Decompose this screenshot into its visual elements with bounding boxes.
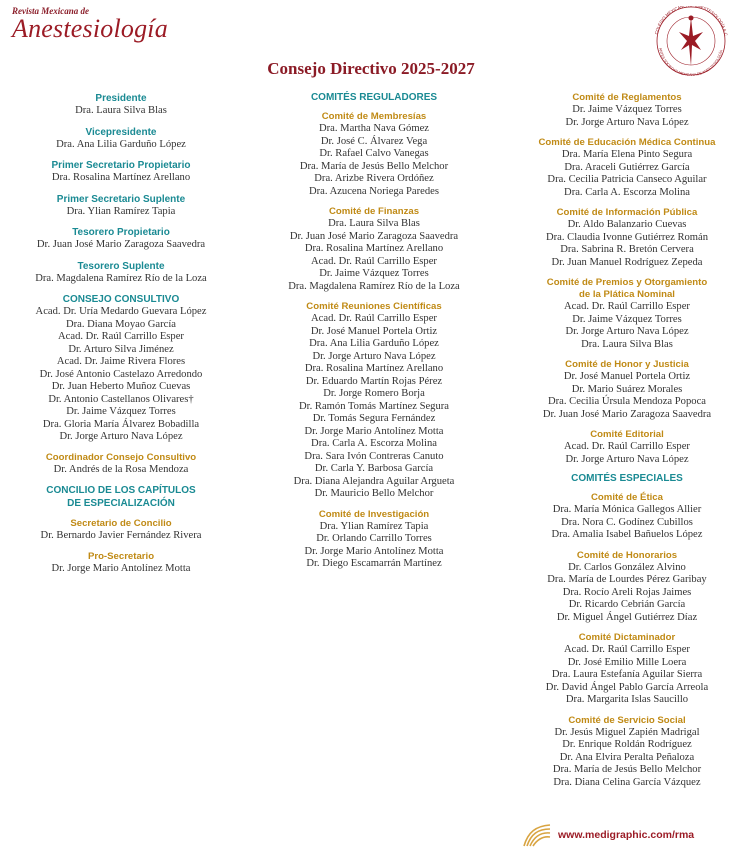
section [514, 207, 740, 269]
member-name: Dr. Ana Elvira Peralta Peñaloza [559, 751, 695, 763]
member-name: Acad. Dr. Raúl Carrillo Esper [564, 644, 690, 655]
member-name: Dra. María Mónica Gallegos Allier [552, 504, 702, 515]
member-name: Dr. Aldo Balanzario Cuevas [567, 219, 687, 230]
member-name: Acad. Dr. Raúl Carrillo Esper [564, 441, 690, 452]
member-name: Dr. Jaime Vázquez Torres [319, 268, 429, 279]
member-name: Dra. Laura Silva Blas [75, 105, 167, 116]
member-name: Dr. Juan José Mario Zaragoza Saavedra [36, 239, 206, 250]
section-title: Comité de Servicio Social [568, 714, 686, 726]
member-name: Dra. Claudia Ivonne Gutiérrez Román [545, 231, 709, 243]
member-name: Dr. Ramón Tomás Martínez Segura [299, 400, 449, 412]
member-name: Dr. Juan José Mario Zaragoza Saavedra [542, 408, 712, 420]
section [514, 550, 740, 625]
member-name: Dra. Nora C. Godínez Cubillos [561, 516, 693, 528]
section-title: Comité de Educación Médica Continua [538, 137, 716, 148]
member-name: Dr. Jorge Mario Antolínez Motta [51, 562, 191, 574]
regulatory-committees-header: COMITÉS REGULADORES [310, 92, 438, 103]
member-name: Acad. Dr. Uría Medardo Guevara López [35, 306, 207, 317]
section [14, 452, 228, 477]
member-name: Dr. Jorge Arturo Nava López [312, 350, 436, 362]
section-title: de la Plática Nominal [579, 289, 675, 300]
member-name: Dr. Juan Manuel Rodríguez Zepeda [551, 256, 703, 268]
section [514, 137, 740, 199]
section-title: Pro-Secretario [87, 550, 155, 562]
column-committees [514, 92, 740, 789]
member-name: Dr. Andrés de la Rosa Mendoza [53, 463, 189, 475]
journal-subtitle: Revista Mexicana de [12, 6, 89, 16]
member-name: Acad. Dr. Jaime Rivera Flores [56, 356, 186, 367]
member-name: Dr. José Antonio Castelazo Arredondo [39, 368, 203, 380]
member-name: Dr. Enrique Roldán Rodríguez [562, 739, 692, 750]
section-title: Comité de Información Pública [556, 207, 698, 218]
member-name: Dra. Sabrina R. Bretón Cervera [560, 244, 694, 255]
member-name: Dr. Mauricio Bello Melchor [314, 488, 434, 499]
special-committees-header: COMITÉS ESPECIALES [571, 473, 683, 484]
page-title: Consejo Directivo 2025-2027 [267, 59, 475, 78]
member-name: Dr. Juan José Mario Zaragoza Saavedra [289, 230, 459, 242]
member-name: Dr. Jorge Arturo Nava López [565, 116, 689, 128]
member-name: Dr. Jaime Vázquez Torres [572, 313, 682, 325]
member-name: Dra. Carla A. Escorza Molina [564, 186, 690, 198]
section-title: Secretario de Concilio [70, 518, 172, 529]
section [14, 126, 228, 152]
section [14, 484, 228, 510]
member-name: Dr. José C. Álvarez Vega [320, 135, 428, 147]
member-name: Dra. Rosalina Martínez Arellano [51, 172, 191, 183]
member-name: Dra. Ylian Ramírez Tapia [66, 205, 176, 217]
section-title: Comité de Honorarios [576, 549, 678, 561]
member-name: Dra. Amalia Isabel Bañuelos López [551, 529, 703, 540]
member-name: Dra. Rocío Areli Rojas Jaimes [562, 586, 692, 598]
member-name: Dr. Arturo Silva Jiménez [68, 343, 174, 355]
member-name: Dra. Laura Silva Blas [581, 338, 673, 350]
member-name: Dra. Cecilia Úrsula Mendoza Popoca [548, 396, 706, 407]
medigraphic-logo-icon [522, 822, 552, 848]
section [262, 111, 486, 198]
member-name: Dra. Ana Lilia Garduño López [56, 138, 186, 150]
section [514, 359, 740, 421]
section-title: Comité de Honor y Justicia [565, 359, 689, 370]
member-name: Dra. Arizbe Rivera Ordóñez [314, 173, 434, 184]
member-name: Dra. Rosalina Martínez Arellano [304, 363, 444, 374]
member-name: Dra. María de Jesús Bello Melchor [552, 764, 702, 775]
section-title: Comité de Reglamentos [572, 92, 682, 103]
member-name: Dr. Jorge Mario Antolínez Motta [304, 425, 444, 437]
section [14, 92, 228, 118]
section-title: DE ESPECIALIZACIÓN [67, 498, 175, 509]
member-name: Dr. Juan Heberto Muñoz Cuevas [51, 381, 191, 392]
section [514, 632, 740, 707]
section [514, 92, 740, 129]
member-name: Dra. Cecilia Patricia Canseco Aguilar [547, 174, 707, 185]
section-title: Comité de Finanzas [328, 206, 420, 217]
member-name: Dr. Carlos González Alvino [568, 561, 686, 573]
section-title: Primer Secretario Propietario [51, 160, 191, 171]
section [14, 159, 228, 185]
member-name: Dr. Jaime Vázquez Torres [66, 406, 176, 417]
section-title: Comité Reuniones Científicas [306, 301, 442, 312]
member-name: Dr. Jorge Arturo Nava López [565, 453, 689, 465]
section-title: CONSEJO CONSULTIVO [62, 294, 180, 305]
section-title: Primer Secretario Suplente [56, 193, 186, 205]
member-name: Dr. Jorge Arturo Nava López [565, 326, 689, 337]
member-name: Dr. Jesús Miguel Zapién Madrigal [554, 726, 700, 738]
section-title: CONCILIO DE LOS CAPÍTULOS [46, 485, 196, 496]
section [14, 226, 228, 252]
member-name: Dr. Carla Y. Barbosa García [314, 463, 434, 474]
column-board [14, 92, 228, 575]
member-name: Dr. Rafael Calvo Vanegas [319, 148, 429, 159]
member-name: Dr. José Emilio Mille Loera [567, 656, 687, 668]
section-title: Comité Editorial [590, 429, 664, 440]
section-title: Tesorero Propietario [72, 227, 170, 238]
section-title: Comité de Investigación [318, 508, 430, 520]
member-name: Dr. Miguel Ángel Gutiérrez Díaz [556, 611, 698, 623]
member-name: Acad. Dr. Raúl Carrillo Esper [564, 301, 690, 312]
member-name: Dra. Margarita Islas Saucillo [565, 694, 689, 705]
member-name: Acad. Dr. Raúl Carrillo Esper [311, 255, 437, 267]
member-name: Dr. Jorge Arturo Nava López [59, 431, 183, 442]
member-name: Dra. Magdalena Ramírez Río de la Loza [288, 280, 460, 292]
section-title: Comité de Ética [591, 492, 663, 503]
member-name: Dra. Diana Moyao García [65, 318, 176, 330]
member-name: Dr. Orlando Carrillo Torres [316, 533, 432, 544]
section [514, 429, 740, 466]
section [14, 193, 228, 219]
member-name: Dr. Jorge Mario Antolínez Motta [304, 545, 444, 557]
member-name: Dra. Diana Celina García Vázquez [553, 776, 701, 788]
member-name: Dr. Eduardo Martín Rojas Pérez [305, 375, 443, 387]
section [14, 260, 228, 286]
member-name: Dr. David Ángel Pablo García Arreola [545, 681, 709, 693]
section-title: Vicepresidente [85, 126, 157, 138]
column-regulatory-committees [262, 91, 486, 571]
member-name: Dra. Ana Lilia Garduño López [309, 338, 439, 349]
section-title: Comité Dictaminador [578, 632, 676, 643]
member-name: Dra. Araceli Gutiérrez García [564, 161, 690, 173]
member-name: Dra. Diana Alejandra Aguilar Argueta [293, 475, 455, 487]
member-name: Dra. María Elena Pinto Segura [561, 149, 693, 160]
member-name: Dra. Rosalina Martínez Arellano [304, 243, 444, 254]
member-name: Dr. José Manuel Portela Ortiz [563, 371, 691, 382]
member-name: Dra. Azucena Noriega Paredes [308, 185, 439, 197]
member-name: Dra. María de Lourdes Pérez Garibay [547, 574, 707, 585]
section [14, 551, 228, 576]
member-name: Dra. Sara Ivón Contreras Canuto [304, 450, 444, 462]
section-title: Comité de Membresías [321, 111, 427, 122]
member-name: Dra. Martha Nava Gómez [318, 123, 429, 134]
section-title: Tesorero Suplente [77, 260, 165, 272]
member-name: Dra. Magdalena Ramírez Río de la Loza [35, 272, 207, 284]
section [262, 509, 486, 571]
section [14, 293, 228, 444]
footer-url[interactable]: www.medigraphic.com/rma [558, 829, 695, 841]
section [514, 715, 740, 790]
member-name: Dr. Diego Escamarrán Martínez [306, 558, 442, 569]
member-name: Dr. Jorge Romero Borja [323, 388, 425, 399]
member-name: Dra. Ylian Ramírez Tapia [319, 520, 429, 532]
section [262, 206, 486, 293]
member-name: Dra. María de Jesús Bello Melchor [299, 160, 449, 172]
member-name: Dra. Gloria María Álvarez Bobadilla [42, 418, 200, 430]
member-name: Dra. Laura Estefanía Aguilar Sierra [551, 669, 703, 680]
section [514, 492, 740, 542]
logo-ring-bottom: ANTES SOCIEDAD MEXICANA DE ANESTESIOLOGÍA [658, 47, 724, 76]
section [14, 518, 228, 543]
member-name: Dr. Tomás Segura Fernández [312, 413, 436, 424]
member-name: Dr. Mario Suárez Morales [571, 383, 683, 395]
section-title: Presidente [95, 93, 147, 104]
journal-title: Anestesiología [12, 14, 168, 43]
member-name: Dr. Antonio Castellanos Olivares† [48, 393, 194, 405]
logo-ring-top: COLEGIO MEXICANO NESTESIOLOGÍA A.C. [653, 6, 729, 38]
member-name: Dr. Bernardo Javier Fernández Rivera [40, 530, 202, 541]
member-name: Dra. Laura Silva Blas [328, 218, 420, 229]
member-name: Dr. José Manuel Portela Ortiz [310, 325, 438, 337]
section [262, 301, 486, 501]
member-name: Dr. Jaime Vázquez Torres [572, 104, 682, 115]
member-name: Acad. Dr. Raúl Carrillo Esper [58, 331, 184, 342]
member-name: Dra. Carla A. Escorza Molina [311, 438, 437, 449]
section [514, 277, 740, 351]
member-name: Acad. Dr. Raúl Carrillo Esper [311, 313, 437, 324]
section-title: Comité de Premios y Otorgamiento [546, 277, 708, 288]
section-title: Coordinador Consejo Consultivo [45, 451, 197, 463]
member-name: Dr. Ricardo Cebrián García [568, 599, 686, 610]
